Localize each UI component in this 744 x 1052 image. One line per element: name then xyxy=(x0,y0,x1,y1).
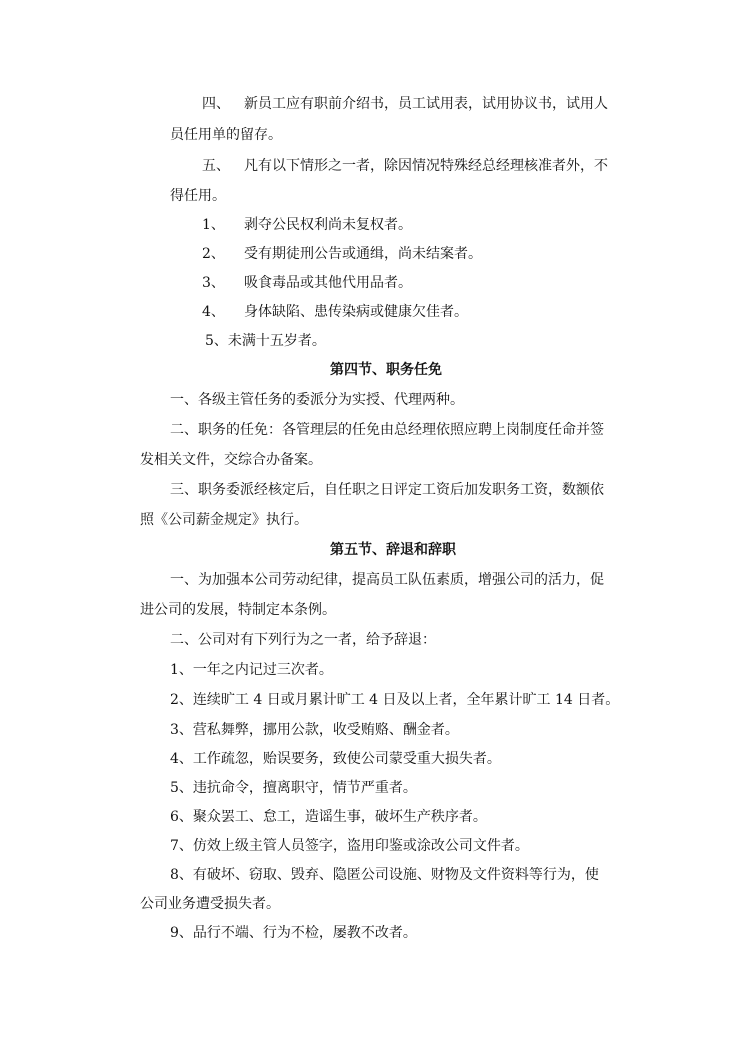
item-five-line2: 得任用。 xyxy=(170,188,226,204)
section-four-heading: 第四节、职务任免 xyxy=(330,362,442,378)
item-four-line1 xyxy=(202,94,608,114)
dismissal-item: 6、聚众罢工、怠工，造谣生事，破坏生产秩序者。 xyxy=(170,809,487,825)
dismissal-item: 5、违抗命令，擅离职守，情节严重者。 xyxy=(170,780,417,796)
section-five-paragraph-1-line2: 进公司的发展，特制定本条例。 xyxy=(140,602,336,618)
item-five-number: 五、 xyxy=(202,158,230,174)
condition-text: 受有期徒刑公告或通缉，尚未结案者。 xyxy=(244,246,482,262)
item-four-line2: 员任用单的留存。 xyxy=(170,127,282,143)
condition-item xyxy=(202,273,412,293)
dismissal-item-9: 9、品行不端、行为不检，屡教不改者。 xyxy=(170,925,417,941)
condition-number: 3、 xyxy=(202,275,225,291)
dismissal-item: 4、工作疏忽，贻误要务，致使公司蒙受重大损失者。 xyxy=(170,751,501,767)
item-five-line1 xyxy=(202,156,608,176)
dismissal-item-8-line2: 公司业务遭受损失者。 xyxy=(140,896,280,912)
condition-item xyxy=(202,302,468,322)
section-four-paragraph-1: 一、各级主管任务的委派分为实授、代理两种。 xyxy=(170,392,464,408)
section-four-paragraph-3-line1: 三、职务委派经核定后，自任职之日评定工资后加发职务工资，数额依 xyxy=(170,482,604,498)
dismissal-item: 2、连续旷工 4 日或月累计旷工 4 日及以上者，全年累计旷工 14 日者。 xyxy=(170,692,620,708)
condition-item xyxy=(205,331,326,351)
condition-text: 吸食毒品或其他代用品者。 xyxy=(244,275,412,291)
dismissal-item-8-line1: 8、有破坏、窃取、毁弃、隐匿公司设施、财物及文件资料等行为，使 xyxy=(170,867,599,883)
condition-number: 4、 xyxy=(202,304,225,320)
condition-text: 剥夺公民权利尚未复权者。 xyxy=(244,217,412,233)
dismissal-item: 3、营私舞弊，挪用公款，收受贿赂、酬金者。 xyxy=(170,722,459,738)
section-five-paragraph-1-line1: 一、为加强本公司劳动纪律，提高员工队伍素质，增强公司的活力，促 xyxy=(170,572,604,588)
section-four-paragraph-2-line2: 发相关文件，交综合办备案。 xyxy=(140,452,322,468)
section-four-paragraph-2-line1: 二、职务的任免：各管理层的任免由总经理依照应聘上岗制度任命并签 xyxy=(170,422,604,438)
item-four-number: 四、 xyxy=(202,96,230,112)
dismissal-item: 1、一年之内记过三次者。 xyxy=(170,662,333,678)
item-five-text: 凡有以下情形之一者，除因情况特殊经总经理核准者外，不 xyxy=(244,158,608,174)
section-four-paragraph-3-line2: 照《公司薪金规定》执行。 xyxy=(140,512,308,528)
condition-text: 5、未满十五岁者。 xyxy=(205,333,326,349)
item-four-text: 新员工应有职前介绍书，员工试用表，试用协议书，试用人 xyxy=(244,96,608,112)
condition-number: 2、 xyxy=(202,246,225,262)
condition-item xyxy=(202,244,482,264)
dismissal-item: 7、仿效上级主管人员签字，盗用印鉴或涂改公司文件者。 xyxy=(170,838,529,854)
condition-number: 1、 xyxy=(202,217,225,233)
section-five-heading: 第五节、辞退和辞职 xyxy=(330,542,456,558)
section-five-paragraph-2: 二、公司对有下列行为之一者，给予辞退： xyxy=(170,632,436,648)
condition-text: 身体缺陷、患传染病或健康欠佳者。 xyxy=(244,304,468,320)
condition-item xyxy=(202,215,412,235)
